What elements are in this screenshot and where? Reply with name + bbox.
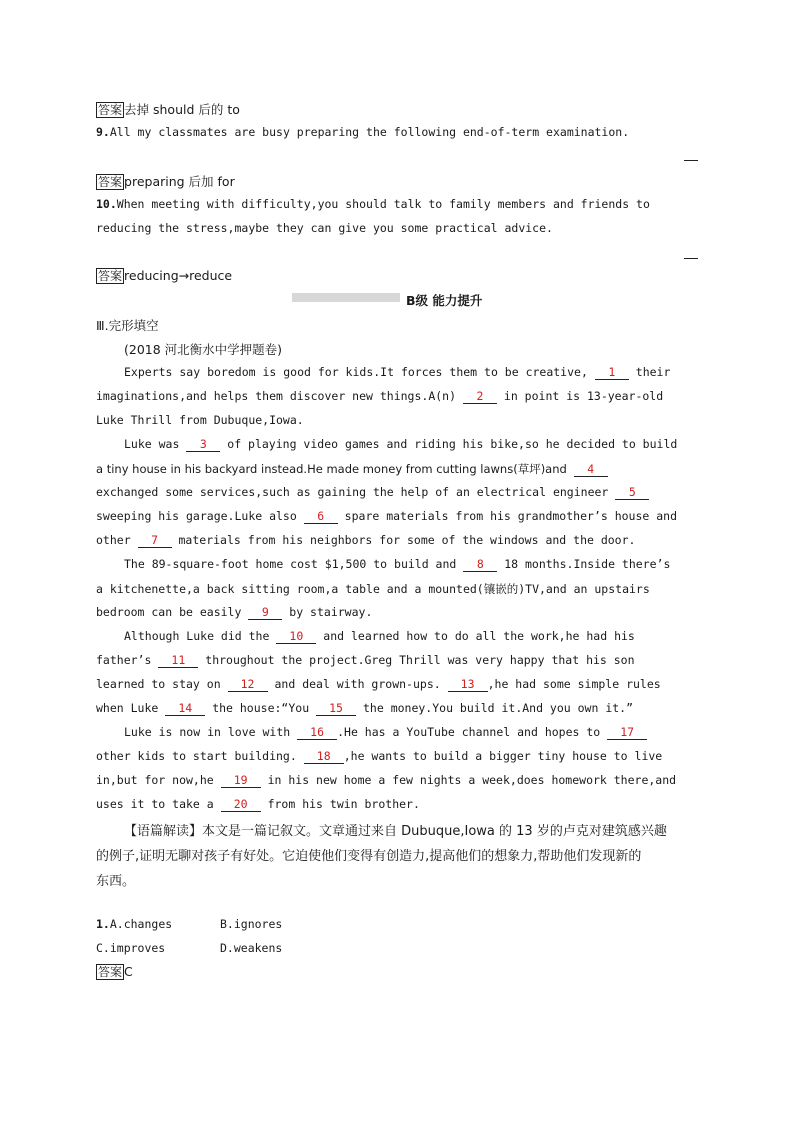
question-9	[96, 125, 629, 139]
q8-answer-row	[96, 100, 240, 118]
passage-line: The 89-square-foot home cost $1,500 to build and 8 18 months.Inside there’s	[124, 557, 671, 571]
question-number: 10.	[96, 197, 117, 211]
blank-7: 7	[138, 534, 172, 548]
blank-15: 15	[316, 702, 356, 716]
answer-label: 答案	[98, 103, 123, 117]
passage-line: Luke was 3 of playing video games and riding his bike,so he decided to build	[124, 437, 678, 451]
blank-3: 3	[186, 438, 220, 452]
blank-8: 8	[463, 558, 497, 572]
passage-line: sweeping his garage.Luke also 6 spare materials from his grandmother’s house and	[96, 509, 678, 523]
dash-line	[684, 258, 698, 259]
option-d: D.weakens	[220, 941, 283, 955]
blank-6: 6	[304, 510, 338, 524]
answer-label: 答案	[98, 175, 123, 189]
q10-answer-row	[96, 268, 232, 284]
question-number: 9.	[96, 125, 110, 139]
blank-14: 14	[165, 702, 205, 716]
option-a: A.changes	[109, 917, 173, 931]
passage-line: father’s 11 throughout the project.Greg Thrill was very happy that his son	[96, 653, 635, 667]
answer-label: 答案	[98, 269, 123, 283]
passage-line: Luke is now in love with 16 .He has a YouTube channel and hopes to 17	[124, 725, 647, 740]
passage-line: Experts say boredom is good for kids.It forces them to be creative, 1 their	[124, 365, 671, 379]
answer-text: 去掉 should 后的 to	[124, 102, 240, 117]
passage-line: in,but for now,he 19 in his new home a few nights a week,does homework there,and	[96, 773, 677, 787]
answer-label: 答案	[98, 965, 123, 979]
blank-11: 11	[158, 654, 198, 668]
question-text: All my classmates are busy preparing the following end-of-term examination.	[109, 125, 630, 139]
question-10	[96, 197, 650, 211]
blank-20: 20	[221, 798, 261, 812]
passage-line: other 7 materials from his neighbors for some of the windows and the door.	[96, 533, 636, 547]
blank-16: 16	[297, 726, 337, 740]
analysis-line3: 东西。	[96, 874, 136, 889]
question-1-row1	[96, 917, 172, 931]
passage-line: Luke Thrill from Dubuque,Iowa.	[96, 413, 304, 427]
analysis-line1: 【语篇解读】本文是一篇记叙文。文章通过来自 Dubuque,Iowa 的 13 岁的卢克对建筑感兴趣	[124, 824, 667, 839]
passage-line: a tiny house in his backyard instead.He made money from cutting lawns(草坪)and 4	[96, 461, 608, 477]
blank-18: 18	[304, 750, 344, 764]
passage-line: a kitchenette,a back sitting room,a table and a mounted(镶嵌的)TV,and an upstairs	[96, 582, 650, 596]
level-heading: B级 能力提升	[406, 293, 483, 308]
blank-5: 5	[615, 486, 649, 500]
blank-1: 1	[595, 366, 629, 380]
answer-text: C	[124, 964, 133, 979]
q1-answer-row	[96, 964, 133, 980]
passage-line: when Luke 14 the house:“You 15 the money.You build it.And you own it.”	[96, 701, 634, 715]
blank-9: 9	[248, 606, 282, 620]
blank-17: 17	[607, 726, 647, 740]
blank-13: 13	[448, 678, 488, 692]
option-b: B.ignores	[220, 917, 283, 931]
dash-line	[684, 160, 698, 161]
question-text-line1: When meeting with difficulty,you should talk to family members and friends to	[116, 197, 650, 211]
passage-line: imaginations,and helps them discover new things.A(n) 2 in point is 13-year-old	[96, 389, 664, 403]
passage-line: exchanged some services,such as gaining the help of an electrical engineer 5	[96, 485, 649, 500]
source-note: (2018 河北衡水中学押题卷)	[124, 342, 283, 357]
q9-answer-row	[96, 172, 235, 190]
blank-10: 10	[276, 630, 316, 644]
answer-text: preparing 后加 for	[124, 174, 235, 189]
passage-line: bedroom can be easily 9 by stairway.	[96, 605, 373, 619]
option-c: C.improves	[96, 941, 166, 955]
blank-19: 19	[221, 774, 261, 788]
question-number: 1.	[96, 917, 110, 931]
blank-2: 2	[463, 390, 497, 404]
blank-4: 4	[574, 463, 608, 477]
blank-12: 12	[228, 678, 268, 692]
section-title: Ⅲ.完形填空	[96, 318, 159, 333]
passage-line: Although Luke did the 10 and learned how to do all the work,he had his	[124, 629, 635, 643]
answer-text: reducing→reduce	[124, 268, 233, 283]
passage-line: uses it to take a 20 from his twin brother.	[96, 797, 420, 811]
passage-line: learned to stay on 12 and deal with grown-ups. 13 ,he had some simple rules	[96, 677, 661, 691]
analysis-line2: 的例子,证明无聊对孩子有好处。它迫使他们变得有创造力,提高他们的想象力,帮助他们发现新的	[96, 849, 642, 864]
passage-line: other kids to start building. 18 ,he wants to build a bigger tiny house to live	[96, 749, 663, 763]
heading-decor-bar	[292, 293, 400, 302]
question-10-line2: reducing the stress,maybe they can give you some practical advice.	[96, 221, 553, 235]
